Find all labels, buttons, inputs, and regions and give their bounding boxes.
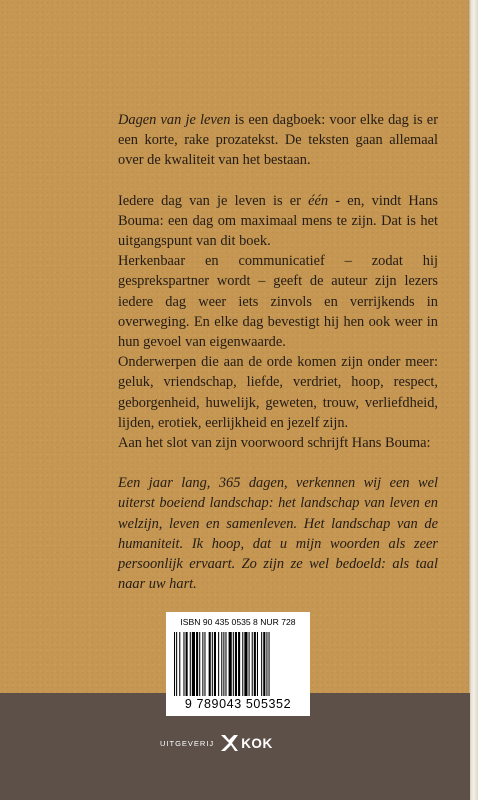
barcode-icon bbox=[172, 632, 304, 696]
blurb-paragraph-foreword: Aan het slot van zijn voorwoord schrijft Hans Bouma: bbox=[118, 435, 431, 452]
blurb-quote: Een jaar lang, 365 dagen, verkennen wij een wel uiterst boeiend landschap: het landschap van leven en welzijn, leven en samenleven. Het landschap van de humaniteit. Ik hoop, dat u mijn woorden als zeer persoonlijk ervaart. Zo zijn ze wel bedoeld: als taal naar uw hart. bbox=[118, 475, 438, 593]
blurb-paragraph-topics: Onderwerpen die aan de orde komen zijn onder meer: geluk, vriendschap, liefde, verdriet, hoop, respect, geborgenheid, huwelijk, geweten, trouw, verliefdheid, lijden, erotiek, eerlijkheid en jezelf zijn. bbox=[118, 354, 438, 431]
barcode-label bbox=[166, 612, 310, 716]
isbn-line: ISBN 90 435 0535 8 NUR 728 bbox=[180, 617, 296, 627]
page-edge bbox=[468, 0, 478, 800]
publisher-name: KOK bbox=[241, 735, 273, 751]
blurb-paragraph-author: Herkenbaar en communicatief – zodat hij gesprekspartner wordt – geeft de auteur zijn lezers iedere dag weer iets zinvols en verrijkends in overweging. En elke dag bevestigt hij hen ook weer in hun gevoel van eigenwaarde. bbox=[118, 253, 438, 351]
blurb-paragraph-day: Iedere dag van je leven is er één - en, vindt Hans Bouma: een dag om maximaal mens te zijn. Dat is het uitgangspunt van dit boek. bbox=[118, 192, 438, 250]
publisher-logo bbox=[160, 728, 273, 758]
blurb-paragraph-intro: Dagen van je leven is een dagboek: voor elke dag is er een korte, rake prozatekst. De teksten gaan allemaal over de kwaliteit van het bestaan. bbox=[118, 112, 438, 169]
kok-bird-icon bbox=[218, 732, 238, 754]
book-title: Dagen van je leven bbox=[118, 112, 231, 128]
barcode-digits: 9 789043 505352 bbox=[184, 697, 292, 711]
blurb-text bbox=[118, 110, 438, 594]
publisher-prefix: UITGEVERIJ bbox=[160, 738, 215, 748]
